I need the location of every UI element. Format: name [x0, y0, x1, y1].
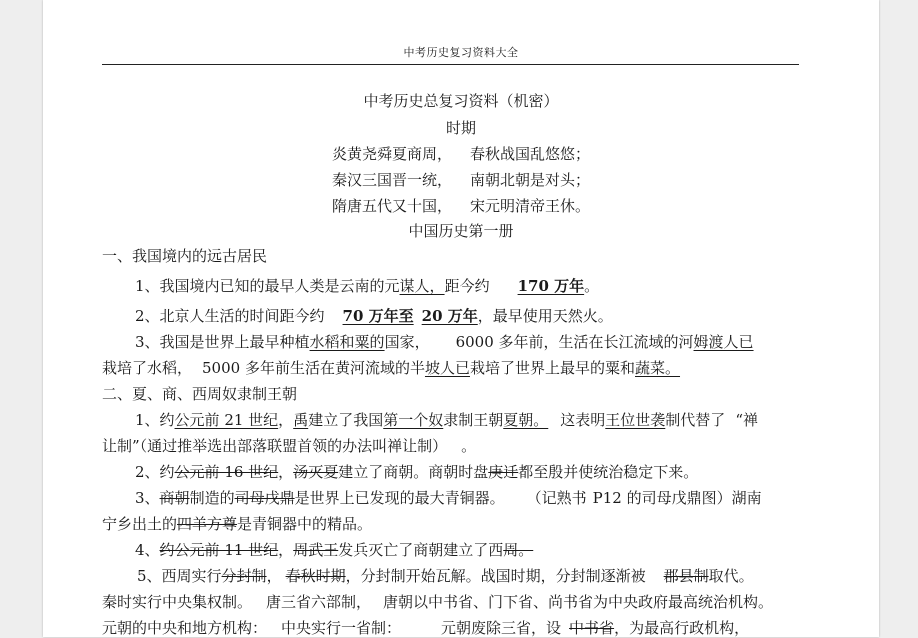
poem-line-1 — [43, 144, 879, 164]
para-4-b: 公元前 21 世纪 — [174, 411, 279, 429]
para-6b-c: 是青铜器中的精品。 — [237, 515, 373, 533]
para-8-c: ， — [266, 567, 282, 585]
para-6-c: 制造的 — [189, 489, 235, 507]
section-1-heading: 一、我国境内的远古居民 — [102, 247, 268, 265]
para-4-e: 建立了我国 — [308, 411, 384, 429]
poem-1b: 春秋战国乱悠悠； — [470, 145, 591, 163]
para-1 — [135, 276, 599, 296]
para-3b-d: 栽培了世界上最早的粟和 — [469, 359, 635, 377]
para-6-cont — [102, 514, 372, 534]
para-7-e: 发兵灭亡了商朝建立了西 — [338, 541, 504, 559]
para-5-c: ， — [278, 463, 294, 481]
para-3 — [135, 332, 754, 352]
para-6b-b: 四羊方尊 — [177, 515, 238, 533]
para-10 — [102, 618, 749, 638]
para-4-a: 1、约 — [135, 411, 175, 429]
para-3b-a: 栽培了水稻， — [102, 359, 193, 377]
para-1-d: 170 万年 — [517, 277, 585, 295]
para-8-a: 5、西周实行 — [137, 567, 222, 585]
para-9-a: 秦时实行中央集权制。 — [102, 593, 253, 611]
poem-1a: 炎黄尧舜夏商周， — [331, 145, 452, 163]
para-7-d: 周武王 — [293, 541, 339, 559]
para-9-b: 唐三省六部制， — [266, 593, 372, 611]
para-3-cont — [102, 358, 706, 378]
para-4 — [135, 410, 758, 430]
para-3b-e: 蔬菜。 — [635, 359, 681, 377]
section-2-heading: 二、夏、商、西周奴隶制王朝 — [102, 385, 298, 403]
para-4-i: 这表明 — [560, 411, 606, 429]
para-3b-b: 5000 多年前生活在黄河流域的半 — [202, 359, 425, 377]
para-3-d: 6000 多年前，生活在长江流域的河 — [455, 333, 694, 351]
para-5-g: 都至殷并使统治稳定下来。 — [518, 463, 699, 481]
para-10-c: 元朝废除三省，设 — [441, 619, 562, 637]
para-1-e: 。 — [584, 277, 600, 295]
para-9 — [102, 592, 773, 612]
para-10-d: 中书省 — [569, 619, 615, 637]
para-6b-a: 宁乡出土的 — [102, 515, 178, 533]
para-2-b: 70 万年至 — [342, 307, 414, 325]
para-6-d: 司母戊鼎 — [234, 489, 295, 507]
para-6-a: 3、 — [135, 489, 160, 507]
para-8-e: ，分封制开始瓦解。战国时期，分封制逐渐被 — [345, 567, 646, 585]
para-4-k: 制代替了 — [665, 411, 726, 429]
para-8 — [137, 566, 754, 586]
para-1-b: 谋人， — [399, 277, 445, 295]
para-3-c: 国家， — [384, 333, 430, 351]
para-2-c: 20 万年 — [421, 307, 478, 325]
para-4-l: “禅 — [735, 411, 758, 429]
header-rule — [102, 64, 799, 65]
book-title: 中国历史第一册 — [408, 222, 514, 240]
poem-line-2 — [43, 170, 879, 190]
para-10-a: 元朝的中央和地方机构： — [102, 619, 268, 637]
para-4-c: ， — [278, 411, 294, 429]
para-4-d: 禹 — [293, 411, 309, 429]
poem-line-3 — [43, 196, 879, 216]
para-4-f: 第一个奴 — [383, 411, 444, 429]
para-1-c: 距今约 — [444, 277, 490, 295]
para-4-g: 隶制王朝 — [443, 411, 504, 429]
para-5 — [135, 462, 698, 482]
para-6-b: 商朝 — [159, 489, 190, 507]
para-7-f: 周。 — [503, 541, 534, 559]
para-7-b: 约公元前 11 世纪 — [159, 541, 279, 559]
para-2-a: 2、北京人生活的时间距今约 — [135, 307, 325, 325]
para-6-g: P12 的司母戊鼎图）湖南 — [592, 489, 762, 507]
doc-title: 中考历史总复习资料（机密） — [363, 92, 559, 110]
poem-3b: 宋元明清帝王休。 — [470, 197, 591, 215]
poem-2a: 秦汉三国晋一统， — [331, 171, 452, 189]
para-3-a: 3、我国是世界上最早种植 — [135, 333, 310, 351]
para-4-j: 王位世袭 — [605, 411, 666, 429]
para-10-e: ，为最高行政机构， — [614, 619, 750, 637]
para-3b-c: 坡人已 — [424, 359, 470, 377]
para-5-b: 公元前 16 世纪 — [174, 463, 279, 481]
para-5-d: 汤灭夏 — [293, 463, 339, 481]
para-7-c: ， — [278, 541, 294, 559]
para-5-a: 2、约 — [135, 463, 175, 481]
para-8-f: 郡县制 — [663, 567, 709, 585]
para-4-h: 夏朝。 — [503, 411, 549, 429]
para-6-e: 是世界上已发现的最大青铜器。 — [294, 489, 505, 507]
document-page — [43, 0, 879, 637]
para-1-a: 1、我国境内已知的最早人类是云南的元 — [135, 277, 400, 295]
para-3-b: 水稻和粟的 — [309, 333, 385, 351]
para-6 — [135, 488, 762, 508]
para-3-e: 姆渡人已 — [693, 333, 754, 351]
para-5-f: 庚迁 — [488, 463, 519, 481]
para-7-a: 4、 — [135, 541, 160, 559]
doc-subtitle: 时期 — [445, 119, 476, 137]
para-5-e: 建立了商朝。商朝时盘 — [338, 463, 489, 481]
para-7 — [135, 540, 547, 560]
para-4b-a: 让制”（通过推举选出部落联盟首领的办法叫禅让制） — [102, 437, 448, 455]
para-4-cont — [102, 436, 476, 456]
para-6-f: （记熟书 — [526, 489, 587, 507]
para-2 — [135, 306, 613, 326]
para-8-g: 取代。 — [708, 567, 754, 585]
poem-3a: 隋唐五代又十国， — [331, 197, 452, 215]
para-9-c: 唐朝以中书省、门下省、尚书省为中央政府最高统治机构。 — [383, 593, 774, 611]
page-header-title: 中考历史复习资料大全 — [403, 46, 519, 59]
para-8-d: 春秋时期 — [285, 567, 346, 585]
para-10-b: 中央实行一省制： — [281, 619, 402, 637]
para-2-d: ，最早使用天然火。 — [477, 307, 613, 325]
para-8-b: 分封制 — [221, 567, 267, 585]
poem-2b: 南朝北朝是对头； — [470, 171, 591, 189]
para-4b-b: 。 — [461, 437, 477, 455]
